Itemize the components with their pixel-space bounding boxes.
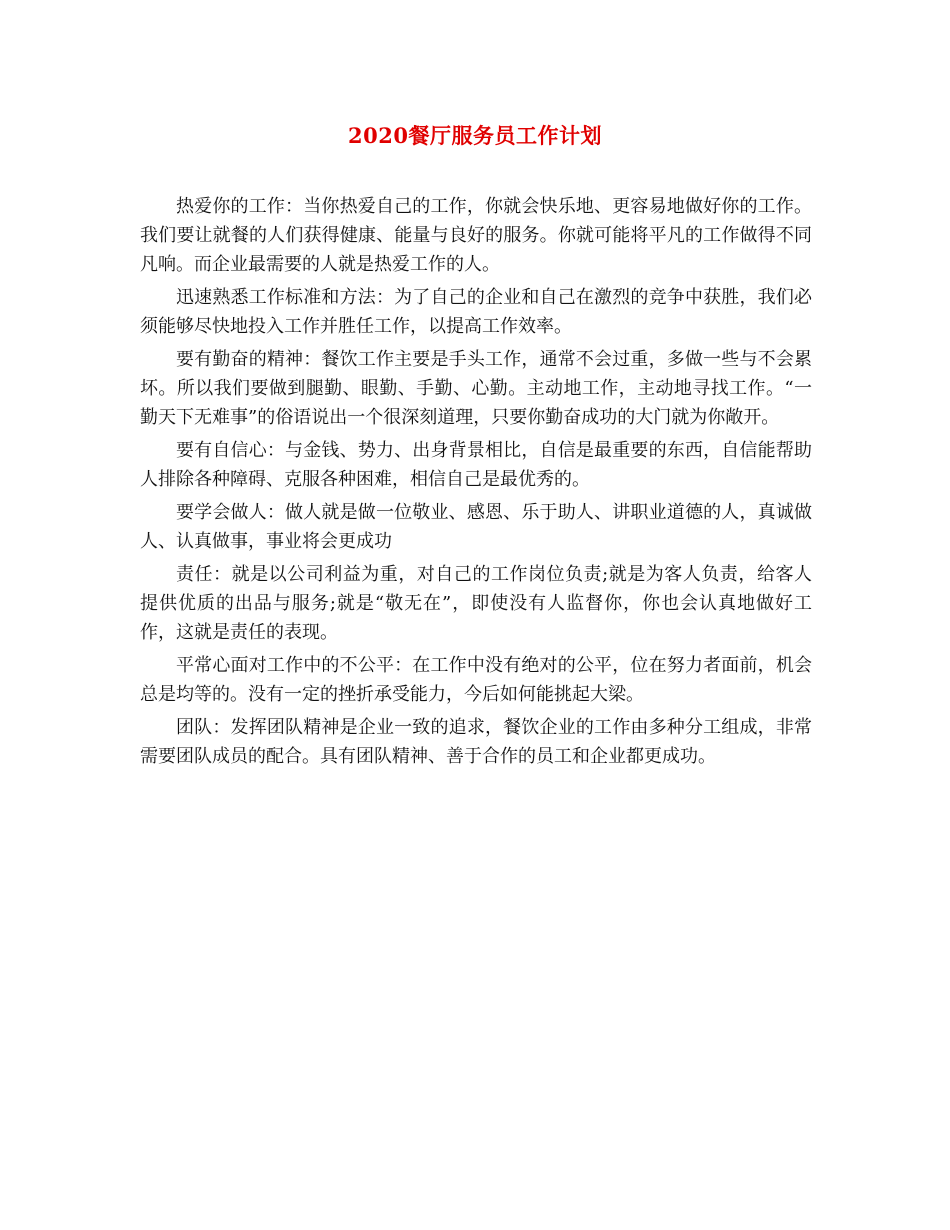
paragraph-learn-to-be-a-person: 要学会做人：做人就是做一位敬业、感恩、乐于助人、讲职业道德的人，真诚做人、认真做事，事业将会更成功 [140, 502, 812, 552]
paragraph-familiarize-standards: 迅速熟悉工作标准和方法：为了自己的企业和自己在激烈的竞争中获胜，我们必须能够尽快地投入工作并胜任工作，以提高工作效率。 [140, 287, 812, 337]
paragraph-teamwork: 团队：发挥团队精神是企业一致的追求，餐饮企业的工作由多种分工组成，非常需要团队成员的配合。具有团队精神、善于合作的员工和企业都更成功。 [140, 717, 812, 767]
paragraph-diligence: 要有勤奋的精神：餐饮工作主要是手头工作，通常不会过重，多做一些与不会累坏。所以我们要做到腿勤、眼勤、手勤、心勤。主动地工作，主动地寻找工作。“一勤天下无难事”的俗语说出一个很深刻道理，只要你勤奋成功的大门就为你敞开。 [140, 349, 812, 428]
paragraph-confidence: 要有自信心：与金钱、势力、出身背景相比，自信是最重要的东西，自信能帮助人排除各种障碍、克服各种困难，相信自己是最优秀的。 [140, 440, 812, 490]
document-title: 2020餐厅服务员工作计划 [348, 123, 602, 148]
paragraph-love-your-work: 热爱你的工作：当你热爱自己的工作，你就会快乐地、更容易地做好你的工作。我们要让就餐的人们获得健康、能量与良好的服务。你就可能将平凡的工作做得不同凡响。而企业最需要的人就是热爱工作的人。 [140, 196, 812, 275]
paragraph-face-unfairness: 平常心面对工作中的不公平：在工作中没有绝对的公平，位在努力者面前，机会总是均等的。没有一定的挫折承受能力，今后如何能挑起大梁。 [140, 655, 812, 705]
paragraph-responsibility: 责任：就是以公司利益为重，对自己的工作岗位负责;就是为客人负责，给客人提供优质的出品与服务;就是“敬无在”，即使没有人监督你，你也会认真地做好工作，这就是责任的表现。 [140, 564, 812, 643]
document-body [140, 192, 812, 775]
